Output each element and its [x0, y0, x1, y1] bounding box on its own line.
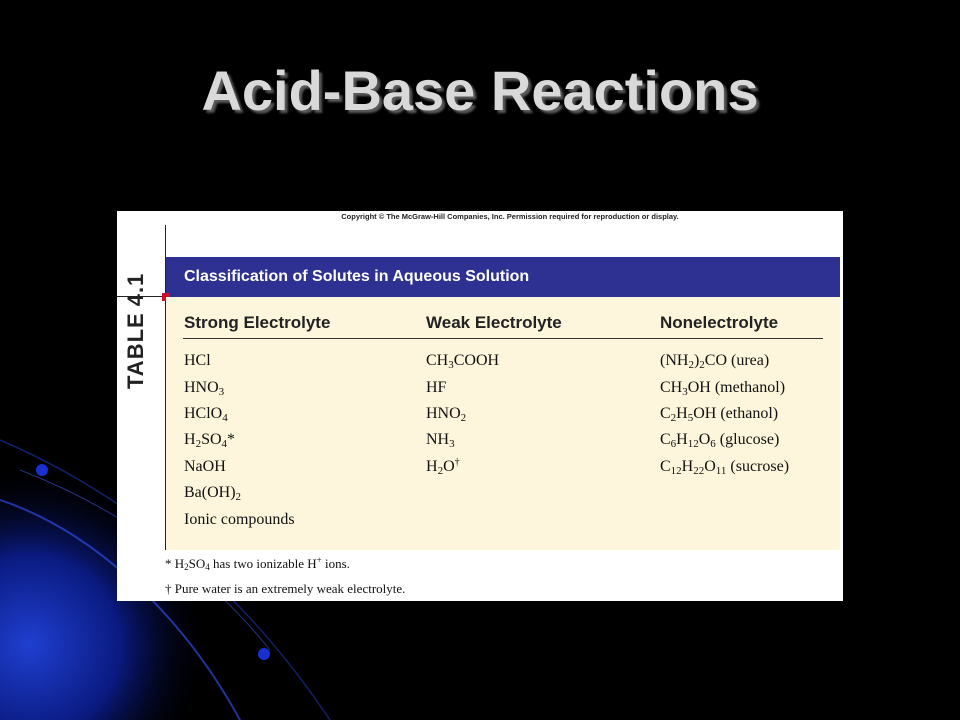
table-figure	[117, 211, 843, 601]
cell-strong-2: HClO$_4$	[184, 405, 228, 424]
cell-non-2: $C_2H_5OH$ (ethanol)	[660, 405, 779, 424]
cell-non-1: $CH_3OH$ (methanol)	[660, 379, 786, 398]
column-header-weak: Weak Electrolyte	[426, 313, 562, 332]
cell-strong-3: $H_2SO_4*$	[184, 431, 236, 450]
footnote-1: * $H_2SO_4$ has two ionizable H+ ions.	[165, 555, 350, 572]
table-number: 4.1	[123, 272, 148, 307]
cell-weak-0: $CH_3COOH$	[426, 352, 500, 371]
cell-non-3: $C_6H_{12}O_6$ (glucose)	[660, 431, 780, 450]
cell-non-4: $C_{12}H_{22}O_{11}$ (sucrose)	[660, 458, 790, 477]
column-header-strong: Strong Electrolyte	[184, 313, 331, 332]
table-word: TABLE	[123, 312, 148, 389]
table-label	[123, 239, 153, 389]
cell-weak-4: $H_2O^\dagger$	[426, 457, 460, 477]
cell-strong-6: Ionic compounds	[184, 511, 295, 528]
column-header-non: Nonelectrolyte	[660, 313, 779, 332]
caption-band	[166, 257, 840, 297]
cell-strong-1: $HNO_3$	[184, 379, 225, 398]
cell-weak-3: $NH_3$	[426, 431, 455, 450]
cell-strong-0: HCl	[184, 352, 211, 369]
footnote-2: † Pure water is an extremely weak electrolyte.	[165, 581, 406, 596]
slide-title: Acid-Base Reactions	[201, 59, 759, 122]
header-rule	[183, 338, 823, 339]
cell-strong-4: NaOH	[184, 458, 226, 475]
cell-strong-5: $Ba(OH)_2$	[184, 484, 242, 503]
cell-weak-2: $HNO_2$	[426, 405, 467, 424]
table-caption: Classification of Solutes in Aqueous Solution	[184, 268, 530, 285]
copyright-notice: Copyright © The McGraw-Hill Companies, Inc. Permission required for reproduction or display.	[341, 212, 679, 221]
cell-weak-1: HF	[426, 379, 447, 396]
cell-non-0: $(NH_2)_2CO$ (urea)	[660, 352, 770, 371]
